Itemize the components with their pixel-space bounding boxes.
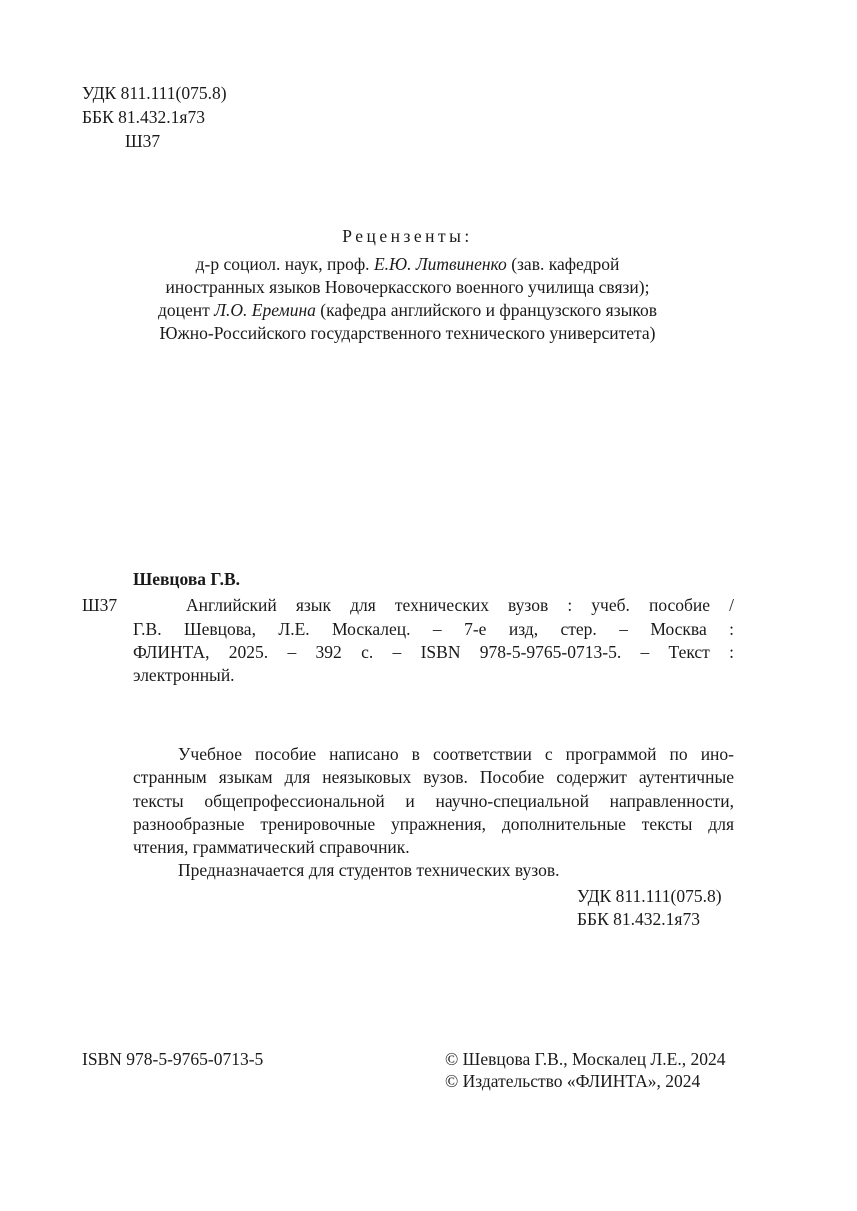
card-line-1: Английский язык для технических вузов : учеб. пособие /: [186, 595, 734, 615]
udk-top: УДК 811.111(075.8): [82, 83, 227, 103]
copyright-authors: © Шевцова Г.В., Москалец Л.Е., 2024: [445, 1049, 726, 1069]
isbn-footer: ISBN 978-5-9765-0713-5: [82, 1049, 264, 1069]
card-line-2: Г.В. Шевцова, Л.Е. Москалец. – 7-е изд, стер. – Москва :: [133, 619, 734, 639]
reviewer-2-line-1: [0, 298, 815, 322]
reviewer-2-suffix: (кафедра английского и французского языков: [315, 300, 658, 320]
annotation-line-1: Учебное пособие написано в соответствии с программой по ино-: [178, 744, 734, 764]
reviewer-1-line-2: иностранных языков Новочеркасского военного училища связи);: [165, 277, 650, 297]
card-line-3: ФЛИНТА, 2025. – 392 с. – ISBN 978-5-9765-0713-5. – Текст :: [133, 642, 734, 662]
reviewer-1-line-1: [0, 252, 815, 276]
reviewer-1-suffix: (зав. кафедрой: [506, 254, 620, 274]
annotation-line-3: тексты общепрофессиональной и научно-специальной направленности,: [133, 791, 734, 811]
reviewer-2-line-2: Южно-Российского государственного технического университета): [159, 323, 656, 343]
author-mark-top: Ш37: [125, 131, 161, 151]
reviewer-1-name: Е.Ю. Литвиненко: [373, 254, 507, 274]
annotation-line-5: чтения, грамматический справочник.: [133, 837, 410, 857]
card-author: Шевцова Г.В.: [133, 569, 240, 589]
annotation-line-4: разнообразные тренировочные упражнения, дополнительные тексты для: [133, 814, 734, 834]
reviewer-2-prefix: доцент: [157, 300, 215, 320]
copyright-publisher: © Издательство «ФЛИНТА», 2024: [445, 1071, 701, 1091]
annotation-line-6: Предназначается для студентов технических вузов.: [178, 860, 560, 880]
bbk-top: ББК 81.432.1я73: [82, 107, 205, 127]
reviewer-1-prefix: д-р социол. наук, проф.: [195, 254, 374, 274]
card-code: Ш37: [82, 595, 118, 615]
bbk-bottom: ББК 81.432.1я73: [577, 909, 700, 929]
card-line-4: электронный.: [133, 665, 235, 685]
udk-bottom: УДК 811.111(075.8): [577, 886, 722, 906]
reviewer-2-name: Л.О. Еремина: [214, 300, 316, 320]
annotation-line-2: странным языкам для неязыковых вузов. Пособие содержит аутентичные: [133, 767, 734, 787]
reviewers-heading: Рецензенты:: [342, 226, 473, 246]
